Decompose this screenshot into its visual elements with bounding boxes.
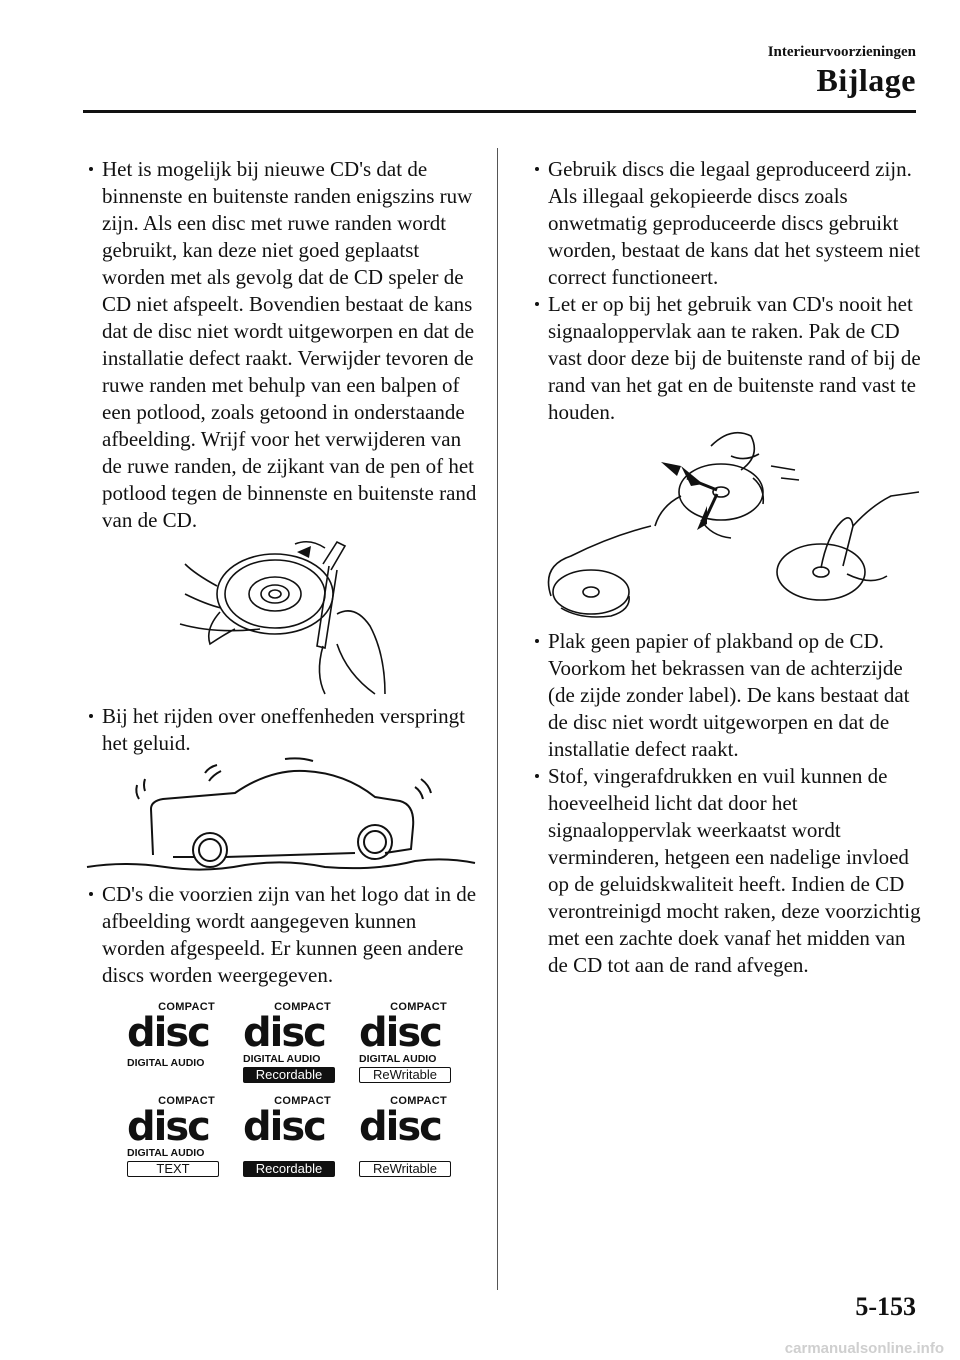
watermark: carmanualsonline.info (784, 1340, 944, 1357)
bullet-rough-edges (85, 156, 477, 534)
logo-compact-text: COMPACT (158, 1095, 215, 1107)
logo-disc-text: disc (127, 1104, 209, 1150)
bullet-text: CD's die voorzien zijn van het logo dat in de afbeelding wordt aangegeven kunnen worden afgespeeld. Er kunnen geen andere discs worden weergegeven. (102, 882, 477, 987)
logo-digital-audio-text: DIGITAL AUDIO (127, 1147, 205, 1159)
logo-rewritable-text: ReWritable (359, 1067, 451, 1083)
logo-disc-text: disc (243, 1104, 325, 1150)
bullet-dot (535, 302, 539, 306)
bullet-text: Let er op bij het gebruik van CD's nooit het signaaloppervlak aan te raken. Pak de CD vast door deze bij de buitenste rand of bij de rand van het gat en de buitenste rand vast te houden. (548, 292, 921, 424)
column-divider (497, 148, 498, 1290)
header-rule (83, 110, 916, 113)
bullet-dot (535, 167, 539, 171)
bullet-text: Bij het rijden over oneffenheden verspringt het geluid. (102, 704, 465, 755)
logo-disc-text: disc (243, 1010, 325, 1056)
logo-compact-text: COMPACT (390, 1001, 447, 1013)
logo-digital-audio-text: DIGITAL AUDIO (243, 1053, 321, 1065)
logo-disc-text: disc (359, 1104, 441, 1150)
logo-compact-text: COMPACT (158, 1001, 215, 1013)
bullet-no-tape (531, 628, 921, 763)
bullet-dot (89, 892, 93, 896)
logo-recordable-text: Recordable (243, 1067, 335, 1083)
logo-compact-text: COMPACT (390, 1095, 447, 1107)
bullet-dot (89, 167, 93, 171)
logo-text-text: TEXT (127, 1161, 219, 1177)
bullet-skipping (85, 703, 477, 757)
logo-disc-text: disc (359, 1010, 441, 1056)
logo-disc-text: disc (127, 1010, 209, 1056)
header-section: Interieurvoorzieningen (767, 44, 916, 60)
page-title: Bijlage (816, 62, 916, 98)
bullet-text: Gebruik discs die legaal geproduceerd zijn. Als illegaal gekopieerde discs zoals onwetmatig geproduceerde discs gebruikt worden, bestaat de kans dat het systeem niet correct functioneert. (548, 157, 921, 289)
bullet-text: Het is mogelijk bij nieuwe CD's dat de binnenste en buitenste randen enigszins ruw zijn. Als een disc met ruwe randen wordt gebruikt, kan deze niet goed geplaatst worden met als gevolg dat de CD speler de CD niet afspeelt. Bovendien bestaat de kans dat de disc niet wordt uitgeworpen en dat de installatie defect raakt. Verwijder tevoren de ruwe randen met behulp van een balpen of een potlood, zoals getoond in onderstaande afbeelding. Wrijf voor het verwijderen van de ruwe randen, de zijkant van de pen of het potlood tegen de binnenste en buitenste rand van de CD. (102, 157, 477, 532)
left-column (85, 156, 477, 1176)
logo-digital-audio-text: DIGITAL AUDIO (127, 1057, 205, 1069)
bullet-handling (531, 291, 921, 426)
compact-disc-text-logo (127, 1095, 219, 1176)
bullet-dot (535, 639, 539, 643)
disc-logo-grid (127, 1001, 477, 1176)
deburr-cd-illustration (85, 534, 477, 699)
compact-disc-logo (127, 1001, 219, 1079)
bullet-dot (535, 774, 539, 778)
bullet-cleaning (531, 763, 921, 979)
bullet-legal-discs (531, 156, 921, 291)
logo-rewritable-text: ReWritable (359, 1161, 451, 1177)
holding-cd-illustration (531, 426, 921, 622)
compact-disc-rewritable-logo (359, 1001, 451, 1082)
bullet-dot (89, 714, 93, 718)
logo-digital-audio-text: DIGITAL AUDIO (359, 1053, 437, 1065)
compact-disc-recordable-logo (243, 1001, 335, 1082)
logo-recordable-text: Recordable (243, 1161, 335, 1177)
bullet-text: Plak geen papier of plakband op de CD. Voorkom het bekrassen van de achterzijde (de zijde zonder label). De kans bestaat dat de disc niet wordt uitgeworpen en dat de installatie defect raakt. (548, 629, 910, 761)
bullet-compatible-logos (85, 881, 477, 989)
compact-disc-recordable-logo-2 (243, 1095, 335, 1176)
car-on-rough-road-illustration (85, 757, 477, 873)
page-number: 5-153 (855, 1292, 916, 1321)
logo-compact-text: COMPACT (274, 1095, 331, 1107)
right-column (531, 156, 921, 979)
bullet-text: Stof, vingerafdrukken en vuil kunnen de hoeveelheid licht dat door het signaaloppervlak weerkaatst wordt verminderen, hetgeen een nadelige invloed op de geluidskwaliteit heeft. Indien de CD verontreinigd mocht raken, deze voorzichtig met een zachte doek vanaf het midden van de CD tot aan de rand afvegen. (548, 764, 921, 977)
compact-disc-rewritable-logo-2 (359, 1095, 451, 1176)
logo-compact-text: COMPACT (274, 1001, 331, 1013)
